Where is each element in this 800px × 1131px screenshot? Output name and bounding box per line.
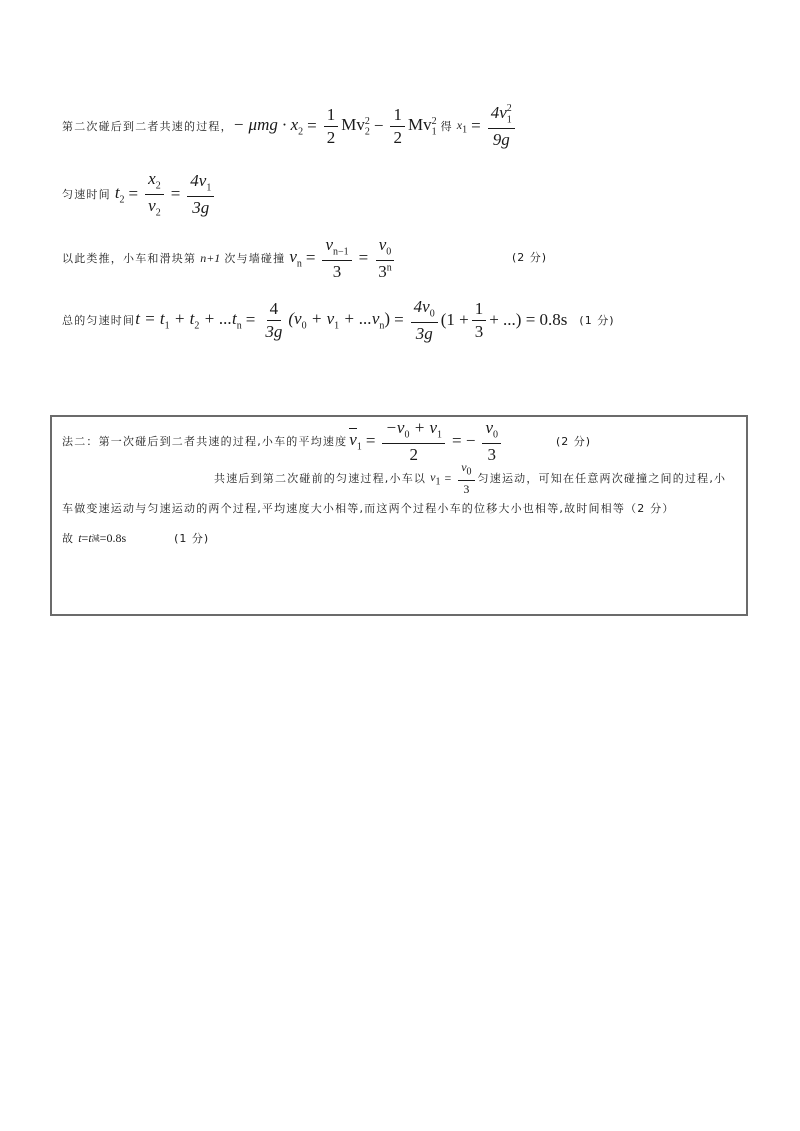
fraction-1-3: $\frac{1}{3}$: [472, 300, 487, 341]
fraction-v0-over-3n: $\frac{v_0}{3^n}$: [375, 236, 395, 281]
fraction-4v0-3g: $\frac{4v_0}{3g}$: [411, 298, 438, 343]
box-line2-text-a: 共速后到第二次碰前的匀速过程,小车以: [214, 472, 427, 486]
fraction-half-1: $\frac{1}{2}$: [324, 106, 339, 147]
box-line-4: 故 t = t 減 =0.8s (1 分): [62, 530, 210, 545]
fraction-v0-3-a: $\frac{v_0}{3}$: [482, 419, 501, 464]
line1-text: 第二次碰后到二者共速的过程，: [62, 120, 233, 134]
score-line-3: (2 分): [512, 251, 548, 264]
box-line2-text-b: 匀速运动，可知在任意两次碰撞之间的过程,小: [477, 472, 727, 486]
equation-line-2: 匀速时间 $t_2$ = $\frac{x_2}{v_2}$ = $\frac{4v_1}{3g}$: [62, 170, 217, 219]
fraction-v0-3-b: $\frac{v_0}{3}$: [458, 461, 474, 495]
box-line-3: 车做变速运动与匀速运动的两个过程,平均速度大小相等,而这两个过程小车的位移大小也相等,故时间相等（2 分）: [62, 502, 675, 515]
box-score-1: (2 分): [555, 435, 592, 449]
method-two-box: [50, 415, 748, 616]
result-fraction-x1: $\frac{4v_1^2}{9g}$: [488, 104, 515, 149]
line2-text: 匀速时间: [62, 188, 111, 202]
fraction-4-3g: $\frac{4}{3g}$: [265, 299, 283, 341]
equation-line-4: 总的匀速时间 $t = t_1 + t_2 + ...t_n$ = $\frac{4}{3g}$ $(v_0 + v_1 + ...v_n)$ = $\frac{4v_0}{3g}$ (1 + $\frac{1}{3}$ + ...) = 0.8s (1 分): [62, 297, 615, 343]
line4-text: 总的匀速时间: [62, 314, 136, 328]
fraction-x2-v2: $\frac{x_2}{v_2}$: [145, 170, 164, 219]
fraction-avg-velocity: $\frac{-v_0 + v_1}{2}$: [382, 419, 445, 464]
fraction-vn-1-over-3: $\frac{v_{n-1}}{3}$: [322, 236, 351, 281]
box-line-1: 法二：第一次碰后到二者共速的过程,小车的平均速度 $v_1$ = $\frac{-v_0 + v_1}{2}$ = − $\frac{v_0}{3}$ (2 分): [62, 418, 592, 464]
score-line-4: (1 分): [579, 314, 615, 328]
fraction-4v1-3g: $\frac{4v_1}{3g}$: [187, 172, 214, 217]
get-label: 得: [440, 120, 453, 134]
box-line-2: 共速后到第二次碰前的匀速过程,小车以 $v_1$ = $\frac{v_0}{3}$ 匀速运动，可知在任意两次碰撞之间的过程,小: [214, 460, 727, 496]
line3-text-a: 以此类推，小车和滑块第: [62, 252, 197, 266]
box-score-4: (1 分): [174, 532, 210, 545]
fraction-half-2: $\frac{1}{2}$: [390, 106, 405, 147]
equation-line-1: 第二次碰后到二者共速的过程， − $\mu mg \cdot x_2$ = $\frac{1}{2}$ $Mv_2^2$ − $\frac{1}{2}$ $Mv_1^2$ 得 $x_1$ = $\frac{4v_1^2}{9g}$: [62, 104, 518, 149]
equation-line-3: 以此类推，小车和滑块第 n+1 次与墙碰撞 $v_n$ = $\frac{v_{n-1}}{3}$ = $\frac{v_0}{3^n}$: [62, 236, 398, 281]
box-line1-text: 法二：第一次碰后到二者共速的过程,小车的平均速度: [62, 435, 348, 449]
line3-text-b: 次与墙碰撞: [224, 252, 286, 266]
n-plus-1: n+1: [200, 250, 221, 265]
eq-lhs: − $\mu mg \cdot x_2$: [232, 115, 304, 138]
